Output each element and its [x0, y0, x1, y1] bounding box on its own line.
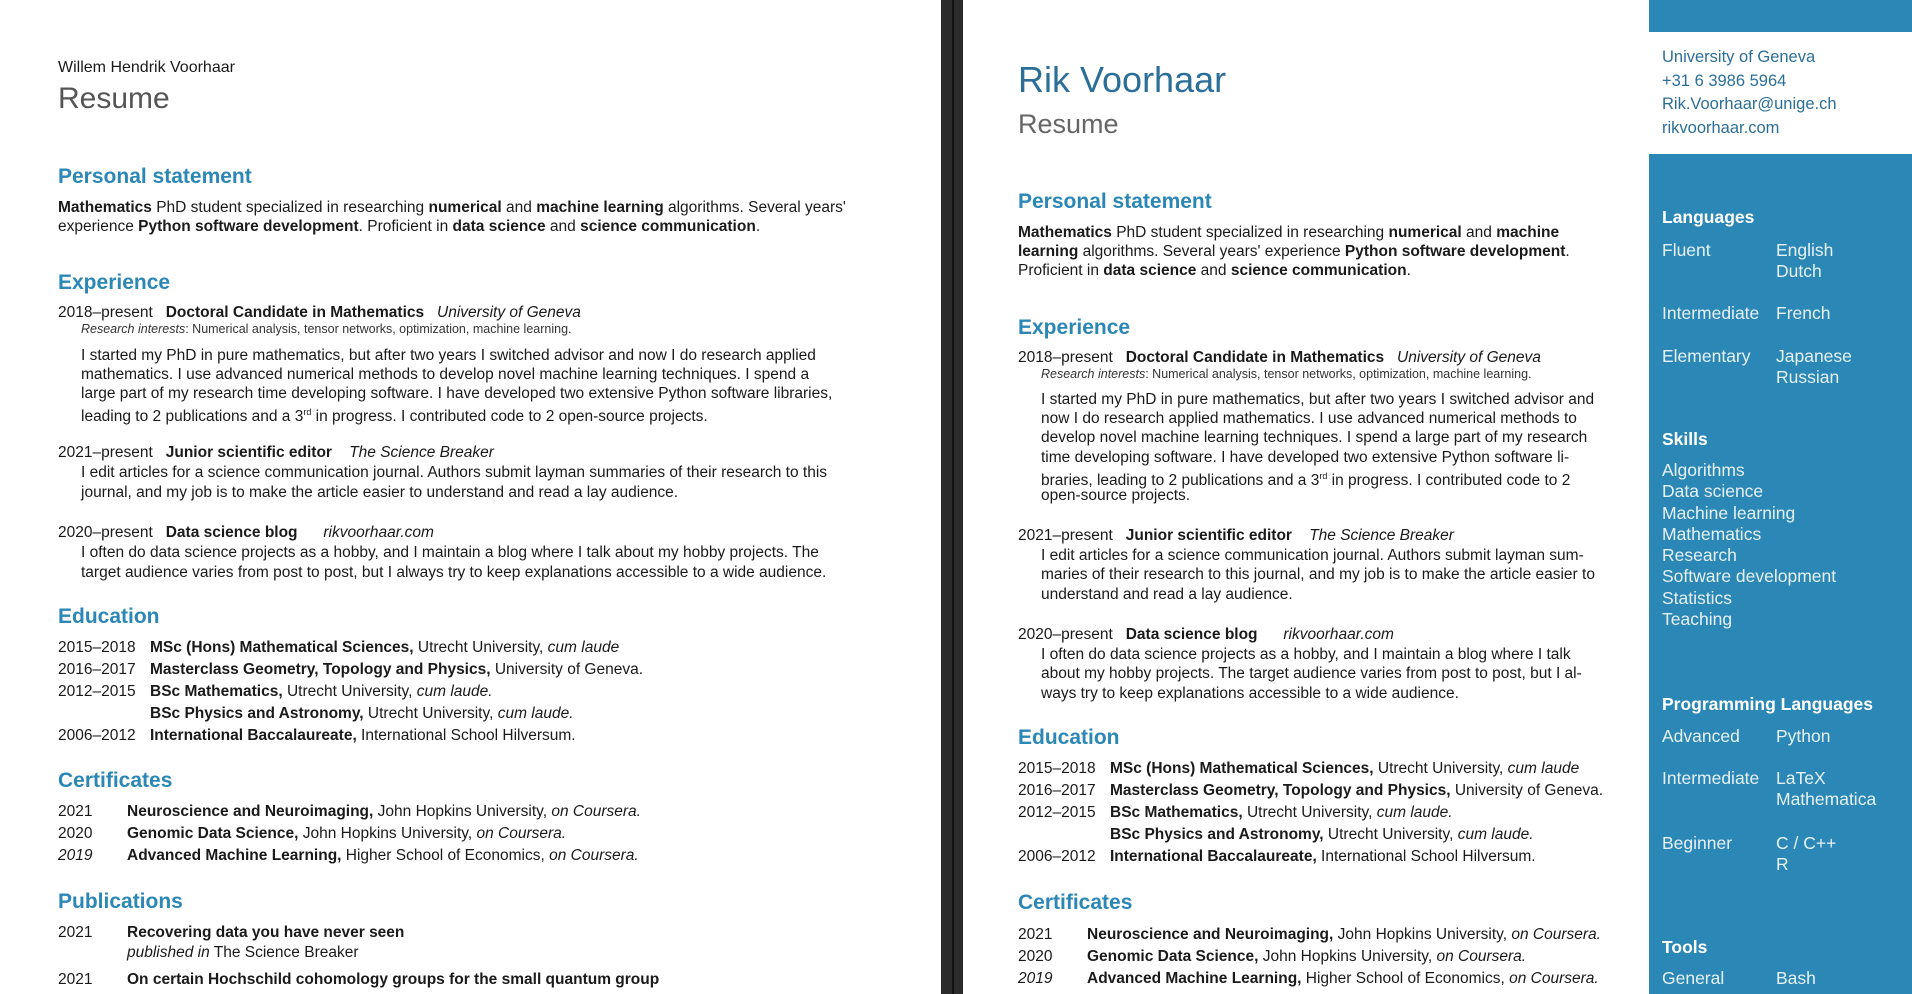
experience-description-line: leading to 2 publications and a 3rd in progress. I contributed code to 2 open-source projects.: [81, 407, 708, 426]
experience-description-line: understand and read a lay audience.: [1041, 586, 1293, 603]
education-row: 2006–2012 International Baccalaureate, International School Hilversum.: [1018, 848, 1536, 865]
section-heading-personal: Personal statement: [58, 165, 252, 188]
education-row: 2016–2017 Masterclass Geometry, Topology and Physics, University of Geneva.: [1018, 782, 1604, 799]
sidebar-heading-skills: Skills: [1662, 429, 1708, 449]
experience-description-line: I often do data science projects as a hobby, and I maintain a blog where I talk: [1041, 646, 1571, 663]
experience-description-line: journal, and my job is to make the article easier to understand and read a lay audience.: [81, 484, 679, 501]
section-heading-education: Education: [58, 605, 160, 628]
sidebar-heading-languages: Languages: [1662, 207, 1755, 227]
certificate-row: 2020 Genomic Data Science, John Hopkins University, on Coursera.: [58, 825, 567, 842]
programming-level: Intermediate: [1662, 768, 1760, 788]
publication-row: 2021 Recovering data you have never seen: [58, 924, 405, 941]
section-heading-publications: Publications: [58, 890, 183, 913]
publication-row: 2021 On certain Hochschild cohomology groups for the small quantum group: [58, 971, 660, 988]
language-level: Fluent: [1662, 240, 1711, 260]
page-divider: [952, 0, 954, 994]
section-heading-certificates: Certificates: [58, 769, 173, 792]
experience-description-line: I often do data science projects as a hobby, and I maintain a blog where I talk about my hobby projects. The: [81, 544, 819, 561]
resume-page-right: [963, 0, 1912, 994]
skill-item: Statistics: [1662, 588, 1733, 608]
personal-statement-line-2: learning algorithms. Several years' experience Python software development.: [1018, 243, 1570, 260]
section-heading-experience: Experience: [58, 271, 171, 294]
section-heading-certificates: Certificates: [1018, 891, 1133, 914]
author-name: Rik Voorhaar: [1018, 59, 1227, 100]
experience-description-line: now I do research applied mathematics. I use advanced numerical methods to: [1041, 410, 1577, 427]
education-row: 2015–2018 MSc (Hons) Mathematical Sciences, Utrecht University, cum laude: [58, 639, 620, 656]
skill-item: Data science: [1662, 481, 1764, 501]
language-value: French: [1776, 303, 1831, 323]
skill-item: Machine learning: [1662, 503, 1796, 523]
experience-description-line: I edit articles for a science communication journal. Authors submit layman summaries of their research to this: [81, 464, 828, 481]
programming-value: Mathematica: [1776, 789, 1877, 809]
section-heading-experience: Experience: [1018, 316, 1131, 339]
resume-page-left: [0, 0, 941, 994]
certificate-row: 2019 Advanced Machine Learning, Higher School of Economics, on Coursera.: [58, 847, 639, 864]
experience-description-line: I edit articles for a science communication journal. Authors submit layman sum-: [1041, 547, 1584, 564]
research-interests: Research interests: Numerical analysis, tensor networks, optimization, machine learning.: [81, 322, 572, 336]
personal-statement-line-2: experience Python software development. Proficient in data science and science communication.: [58, 218, 761, 235]
section-heading-personal: Personal statement: [1018, 190, 1212, 213]
page-title: Resume: [58, 82, 170, 115]
programming-value: R: [1776, 854, 1789, 874]
experience-entry-blog: 2020–present Data science blog rikvoorhaar.com: [58, 524, 434, 541]
experience-description-line: mathematics. I use advanced numerical methods to develop novel machine learning techniques. I spend a: [81, 366, 810, 383]
programming-level: Advanced: [1662, 726, 1740, 746]
certificate-row: 2019 Advanced Machine Learning, Higher School of Economics, on Coursera.: [1018, 970, 1599, 987]
education-row: 2016–2017 Masterclass Geometry, Topology and Physics, University of Geneva.: [58, 661, 644, 678]
education-row: 2012–2015 BSc Mathematics, Utrecht University, cum laude.: [1018, 804, 1453, 821]
contact-affiliation: University of Geneva: [1662, 48, 1816, 66]
experience-description-line: target audience varies from post to post, but I always try to keep explanations accessible to a wide audience.: [81, 564, 827, 581]
certificate-row: 2021 Neuroscience and Neuroimaging, John Hopkins University, on Coursera.: [1018, 926, 1601, 943]
experience-description-line: large part of my research time developing software. I have developed two extensive Python software libraries,: [81, 385, 833, 402]
language-level: Intermediate: [1662, 303, 1760, 323]
personal-statement-line-1: Mathematics PhD student specialized in researching numerical and machine learning algorithms. Several years': [58, 199, 846, 216]
education-row: 2006–2012 International Baccalaureate, International School Hilversum.: [58, 727, 576, 744]
programming-value: LaTeX: [1776, 768, 1826, 788]
skill-item: Algorithms: [1662, 460, 1745, 480]
skill-item: Mathematics: [1662, 524, 1762, 544]
education-row: 2012–2015 BSc Mathematics, Utrecht University, cum laude.: [58, 683, 493, 700]
education-row: BSc Physics and Astronomy, Utrecht University, cum laude.: [150, 705, 574, 722]
programming-value: C / C++: [1776, 833, 1837, 853]
contact-phone: +31 6 3986 5964: [1662, 72, 1787, 90]
sidebar-heading-programming: Programming Languages: [1662, 694, 1874, 714]
page-title: Resume: [1018, 109, 1119, 139]
language-level: Elementary: [1662, 346, 1751, 366]
certificate-row: 2021 Neuroscience and Neuroimaging, John Hopkins University, on Coursera.: [58, 803, 641, 820]
experience-description-line: open-source projects.: [1041, 487, 1191, 504]
language-value: Russian: [1776, 367, 1840, 387]
experience-entry-phd: 2018–present Doctoral Candidate in Mathematics University of Geneva: [58, 304, 581, 321]
experience-entry-phd: 2018–present Doctoral Candidate in Mathematics University of Geneva: [1018, 349, 1541, 366]
personal-statement-line-3: Proficient in data science and science communication.: [1018, 262, 1411, 279]
experience-entry-editor: 2021–present Junior scientific editor The Science Breaker: [1018, 527, 1454, 544]
programming-level: Beginner: [1662, 833, 1733, 853]
experience-description-line: about my hobby projects. The target audience varies from post to post, but I al-: [1041, 665, 1582, 682]
programming-value: Python: [1776, 726, 1831, 746]
contact-email: Rik.Voorhaar@unige.ch: [1662, 95, 1837, 113]
publication-venue: published in The Science Breaker: [127, 944, 359, 961]
section-heading-education: Education: [1018, 726, 1120, 749]
tools-value: Bash: [1776, 968, 1816, 988]
experience-description-line: I started my PhD in pure mathematics, but after two years I switched advisor and now I do research applied: [81, 347, 816, 364]
experience-description-line: maries of their research to this journal, and my job is to make the article easier to: [1041, 566, 1595, 583]
experience-description-line: braries, leading to 2 publications and a 3rd in progress. I contributed code to 2: [1041, 471, 1571, 490]
experience-description-line: I started my PhD in pure mathematics, but after two years I switched advisor and: [1041, 391, 1595, 408]
language-value: English: [1776, 240, 1834, 260]
skill-item: Research: [1662, 545, 1737, 565]
certificate-row: 2020 Genomic Data Science, John Hopkins University, on Coursera.: [1018, 948, 1527, 965]
education-row: BSc Physics and Astronomy, Utrecht University, cum laude.: [1110, 826, 1534, 843]
skill-item: Teaching: [1662, 609, 1733, 629]
education-row: 2015–2018 MSc (Hons) Mathematical Sciences, Utrecht University, cum laude: [1018, 760, 1580, 777]
language-value: Dutch: [1776, 261, 1822, 281]
experience-description-line: ways try to keep explanations accessible to a wide audience.: [1041, 685, 1459, 702]
language-value: Japanese: [1776, 346, 1852, 366]
personal-statement-line-1: Mathematics PhD student specialized in researching numerical and machine: [1018, 224, 1560, 241]
tools-level: General: [1662, 968, 1725, 988]
skill-item: Software development: [1662, 566, 1837, 586]
contact-website: rikvoorhaar.com: [1662, 119, 1780, 137]
experience-entry-blog: 2020–present Data science blog rikvoorhaar.com: [1018, 626, 1394, 643]
sidebar-heading-tools: Tools: [1662, 937, 1708, 957]
author-name: Willem Hendrik Voorhaar: [58, 59, 235, 76]
research-interests: Research interests: Numerical analysis, tensor networks, optimization, machine learning.: [1041, 367, 1532, 381]
experience-description-line: develop novel machine learning techniques. I spend a large part of my research: [1041, 429, 1588, 446]
experience-description-line: time developing software. I have developed two extensive Python software li-: [1041, 449, 1570, 466]
experience-entry-editor: 2021–present Junior scientific editor The Science Breaker: [58, 444, 494, 461]
